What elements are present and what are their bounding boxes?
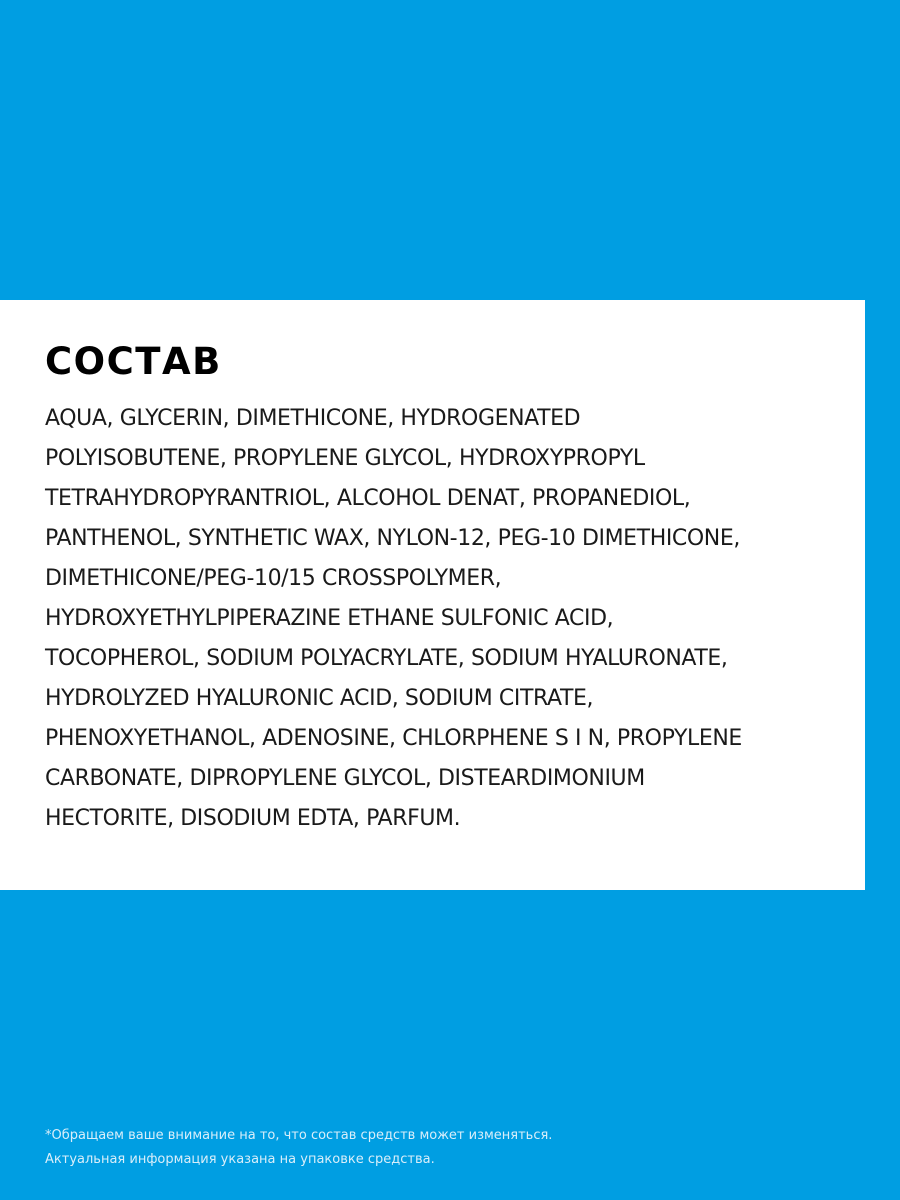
ingredients-line: HECTORITE, DISODIUM EDTA, PARFUM. (45, 806, 461, 831)
disclaimer-line: Актуальная информация указана на упаковке средства. (45, 1152, 435, 1167)
ingredients-line: PHENOXYETHANOL, ADENOSINE, CHLORPHENE S I N, PROPYLENE (45, 726, 742, 751)
ingredients-line: POLYISOBUTENE, PROPYLENE GLYCOL, HYDROXYPROPYL (45, 446, 645, 471)
ingredients-line: AQUA, GLYCERIN, DIMETHICONE, HYDROGENATED (45, 406, 581, 431)
ingredients-line: HYDROXYETHYLPIPERAZINE ETHANE SULFONIC ACID, (45, 606, 614, 631)
disclaimer-line: *Обращаем ваше внимание на то, что состав средств может изменяться. (45, 1128, 553, 1143)
ingredients-line: DIMETHICONE/PEG-10/15 CROSSPOLYMER, (45, 566, 502, 591)
composition-title: СОСТАВ (45, 340, 222, 383)
disclaimer-footnote (45, 1124, 552, 1172)
ingredients-line: PANTHENOL, SYNTHETIC WAX, NYLON-12, PEG-10 DIMETHICONE, (45, 526, 740, 551)
ingredients-list (45, 399, 835, 839)
ingredients-line: TETRAHYDROPYRANTRIOL, ALCOHOL DENAT, PROPANEDIOL, (45, 486, 691, 511)
ingredients-line: TOCOPHEROL, SODIUM POLYACRYLATE, SODIUM HYALURONATE, (45, 646, 728, 671)
ingredients-line: CARBONATE, DIPROPYLENE GLYCOL, DISTEARDIMONIUM (45, 766, 645, 791)
ingredients-line: HYDROLYZED HYALURONIC ACID, SODIUM CITRATE, (45, 686, 594, 711)
